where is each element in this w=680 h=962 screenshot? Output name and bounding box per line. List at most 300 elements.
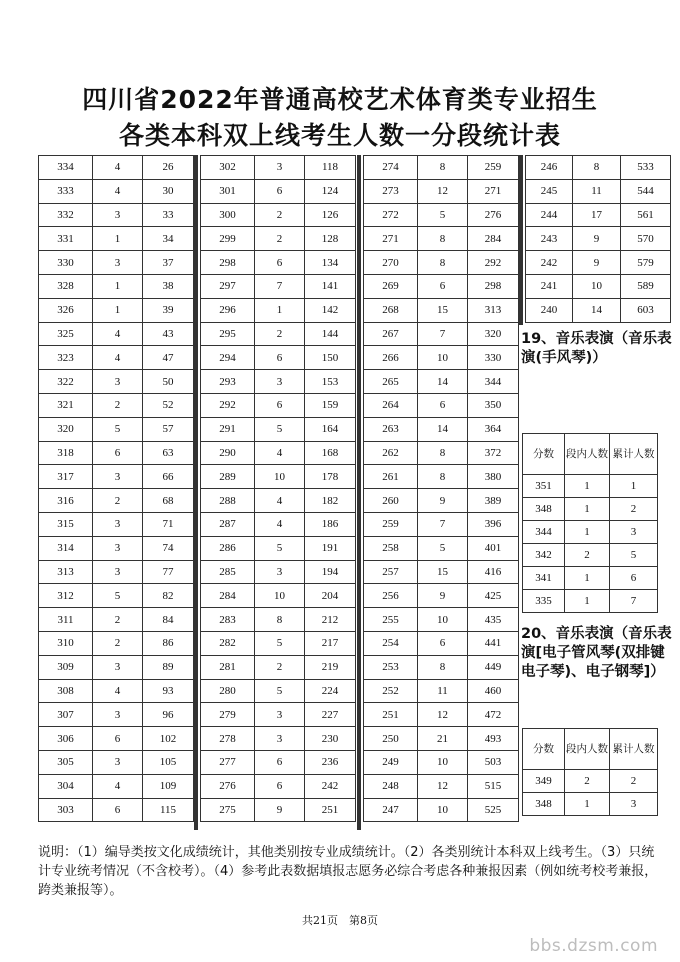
cumulative-count-cell: 105 xyxy=(143,750,194,774)
cumulative-count-cell: 63 xyxy=(143,441,194,465)
document-title-line1: 四川省2022年普通高校艺术体育类专业招生 xyxy=(82,85,598,114)
table-row xyxy=(523,498,658,521)
score-cell: 348 xyxy=(523,498,565,521)
table-row xyxy=(526,227,671,251)
score-cell: 294 xyxy=(201,346,255,370)
score-cell: 245 xyxy=(526,179,573,203)
cumulative-count-cell: 66 xyxy=(143,465,194,489)
segment-count-cell: 17 xyxy=(573,203,621,227)
cumulative-count-cell: 186 xyxy=(305,512,356,536)
score-cell: 280 xyxy=(201,679,255,703)
table-row xyxy=(201,179,356,203)
table-row xyxy=(39,679,194,703)
segment-count-cell: 6 xyxy=(418,631,468,655)
segment-count-cell: 10 xyxy=(573,274,621,298)
score-cell: 277 xyxy=(201,750,255,774)
score-cell: 250 xyxy=(364,727,418,751)
cumulative-count-cell: 449 xyxy=(468,655,519,679)
segment-count-cell: 6 xyxy=(418,274,468,298)
segment-count-cell: 6 xyxy=(255,750,305,774)
table-row xyxy=(39,703,194,727)
score-cell: 311 xyxy=(39,608,93,632)
segment-count-cell: 4 xyxy=(93,679,143,703)
segment-count-cell: 21 xyxy=(418,727,468,751)
segment-count-cell: 3 xyxy=(255,560,305,584)
cumulative-count-cell: 47 xyxy=(143,346,194,370)
segment-count-cell: 3 xyxy=(93,203,143,227)
cumulative-count-cell: 33 xyxy=(143,203,194,227)
table-row xyxy=(201,203,356,227)
segment-count-cell: 5 xyxy=(255,679,305,703)
score-cell: 260 xyxy=(364,489,418,513)
score-cell: 267 xyxy=(364,322,418,346)
table-row xyxy=(364,631,519,655)
cumulative-count-cell: 251 xyxy=(305,798,356,822)
cumulative-count-cell: 74 xyxy=(143,536,194,560)
column-separator xyxy=(357,155,361,830)
table-row xyxy=(39,298,194,322)
score-cell: 278 xyxy=(201,727,255,751)
score-cell: 323 xyxy=(39,346,93,370)
score-cell: 275 xyxy=(201,798,255,822)
score-cell: 270 xyxy=(364,251,418,275)
segment-count-cell: 9 xyxy=(418,584,468,608)
column-separator xyxy=(519,155,523,325)
table-row xyxy=(201,703,356,727)
score-cell: 259 xyxy=(364,512,418,536)
table-row xyxy=(39,227,194,251)
segment-count-cell: 5 xyxy=(255,417,305,441)
segment-count-cell: 15 xyxy=(418,560,468,584)
cumulative-count-cell: 86 xyxy=(143,631,194,655)
score-cell: 265 xyxy=(364,370,418,394)
segment-count-cell: 2 xyxy=(565,544,610,567)
cumulative-count-cell: 7 xyxy=(610,590,658,613)
cumulative-count-cell: 227 xyxy=(305,703,356,727)
score-table-column-3 xyxy=(363,155,519,822)
table-row xyxy=(39,727,194,751)
segment-count-cell: 5 xyxy=(255,536,305,560)
table-row xyxy=(201,608,356,632)
segment-count-cell: 5 xyxy=(418,203,468,227)
table-row xyxy=(39,322,194,346)
score-cell: 284 xyxy=(201,584,255,608)
cumulative-count-cell: 224 xyxy=(305,679,356,703)
cumulative-count-cell: 525 xyxy=(468,798,519,822)
segment-count-cell: 3 xyxy=(93,465,143,489)
cumulative-count-cell: 6 xyxy=(610,567,658,590)
score-cell: 268 xyxy=(364,298,418,322)
table-row xyxy=(364,655,519,679)
cumulative-count-cell: 144 xyxy=(305,322,356,346)
score-cell: 285 xyxy=(201,560,255,584)
table-row xyxy=(39,441,194,465)
score-cell: 320 xyxy=(39,417,93,441)
segment-count-cell: 6 xyxy=(255,251,305,275)
segment-count-cell: 9 xyxy=(573,251,621,275)
header-segment-count: 段内人数 xyxy=(565,434,610,475)
segment-count-cell: 9 xyxy=(418,489,468,513)
segment-count-cell: 12 xyxy=(418,774,468,798)
cumulative-count-cell: 26 xyxy=(143,156,194,180)
cumulative-count-cell: 84 xyxy=(143,608,194,632)
section-19-table xyxy=(522,433,658,613)
table-row xyxy=(39,251,194,275)
table-row xyxy=(523,544,658,567)
cumulative-count-cell: 533 xyxy=(621,156,671,180)
table-row xyxy=(201,298,356,322)
score-cell: 247 xyxy=(364,798,418,822)
segment-count-cell: 15 xyxy=(418,298,468,322)
segment-count-cell: 1 xyxy=(255,298,305,322)
cumulative-count-cell: 30 xyxy=(143,179,194,203)
score-cell: 328 xyxy=(39,274,93,298)
score-cell: 249 xyxy=(364,750,418,774)
score-cell: 244 xyxy=(526,203,573,227)
score-cell: 331 xyxy=(39,227,93,251)
segment-count-cell: 9 xyxy=(573,227,621,251)
cumulative-count-cell: 52 xyxy=(143,393,194,417)
table-row xyxy=(364,251,519,275)
score-cell: 254 xyxy=(364,631,418,655)
segment-count-cell: 3 xyxy=(255,370,305,394)
segment-count-cell: 10 xyxy=(418,750,468,774)
table-row xyxy=(201,370,356,394)
segment-count-cell: 8 xyxy=(418,251,468,275)
table-row xyxy=(39,489,194,513)
score-cell: 307 xyxy=(39,703,93,727)
segment-count-cell: 4 xyxy=(93,156,143,180)
table-row xyxy=(523,590,658,613)
segment-count-cell: 6 xyxy=(93,798,143,822)
table-row xyxy=(39,156,194,180)
cumulative-count-cell: 191 xyxy=(305,536,356,560)
score-cell: 264 xyxy=(364,393,418,417)
cumulative-count-cell: 2 xyxy=(610,498,658,521)
cumulative-count-cell: 503 xyxy=(468,750,519,774)
score-cell: 322 xyxy=(39,370,93,394)
score-cell: 257 xyxy=(364,560,418,584)
segment-count-cell: 2 xyxy=(93,631,143,655)
score-cell: 302 xyxy=(201,156,255,180)
table-row xyxy=(364,322,519,346)
table-row xyxy=(364,179,519,203)
segment-count-cell: 6 xyxy=(255,179,305,203)
table-row xyxy=(201,679,356,703)
segment-count-cell: 3 xyxy=(255,727,305,751)
score-cell: 298 xyxy=(201,251,255,275)
table-row xyxy=(201,489,356,513)
score-table-column-4 xyxy=(525,155,671,323)
table-row xyxy=(364,156,519,180)
score-cell: 243 xyxy=(526,227,573,251)
segment-count-cell: 4 xyxy=(255,489,305,513)
cumulative-count-cell: 364 xyxy=(468,417,519,441)
segment-count-cell: 1 xyxy=(565,475,610,498)
table-row xyxy=(39,370,194,394)
segment-count-cell: 1 xyxy=(565,521,610,544)
score-cell: 283 xyxy=(201,608,255,632)
cumulative-count-cell: 126 xyxy=(305,203,356,227)
table-row xyxy=(364,465,519,489)
cumulative-count-cell: 34 xyxy=(143,227,194,251)
cumulative-count-cell: 118 xyxy=(305,156,356,180)
segment-count-cell: 5 xyxy=(93,584,143,608)
score-cell: 287 xyxy=(201,512,255,536)
explanation-note: 说明：（1）编导类按文化成绩统计，其他类别按专业成绩统计。（2）各类别统计本科双上线考生。（3）只统计专业统考情况（不含校考）。（4）参考此表数据填报志愿务必综合考虑各种兼报因素（例如统考校考兼报，跨类兼报等）。 xyxy=(38,845,658,898)
segment-count-cell: 1 xyxy=(93,274,143,298)
cumulative-count-cell: 284 xyxy=(468,227,519,251)
score-cell: 341 xyxy=(523,567,565,590)
table-row xyxy=(526,298,671,322)
score-cell: 344 xyxy=(523,521,565,544)
score-cell: 253 xyxy=(364,655,418,679)
cumulative-count-cell: 204 xyxy=(305,584,356,608)
cumulative-count-cell: 150 xyxy=(305,346,356,370)
cumulative-count-cell: 82 xyxy=(143,584,194,608)
score-cell: 273 xyxy=(364,179,418,203)
score-cell: 262 xyxy=(364,441,418,465)
segment-count-cell: 8 xyxy=(418,441,468,465)
score-cell: 286 xyxy=(201,536,255,560)
segment-count-cell: 2 xyxy=(93,393,143,417)
table-row xyxy=(201,798,356,822)
table-row xyxy=(201,227,356,251)
table-row xyxy=(364,703,519,727)
cumulative-count-cell: 50 xyxy=(143,370,194,394)
cumulative-count-cell: 230 xyxy=(305,727,356,751)
cumulative-count-cell: 38 xyxy=(143,274,194,298)
segment-count-cell: 4 xyxy=(255,441,305,465)
segment-count-cell: 4 xyxy=(93,322,143,346)
segment-count-cell: 4 xyxy=(93,179,143,203)
table-row xyxy=(201,512,356,536)
cumulative-count-cell: 425 xyxy=(468,584,519,608)
score-cell: 282 xyxy=(201,631,255,655)
score-cell: 306 xyxy=(39,727,93,751)
segment-count-cell: 2 xyxy=(93,489,143,513)
segment-count-cell: 2 xyxy=(565,770,610,793)
table-row xyxy=(39,560,194,584)
cumulative-count-cell: 298 xyxy=(468,274,519,298)
cumulative-count-cell: 39 xyxy=(143,298,194,322)
score-cell: 342 xyxy=(523,544,565,567)
segment-count-cell: 3 xyxy=(93,536,143,560)
segment-count-cell: 3 xyxy=(93,560,143,584)
table-row xyxy=(201,750,356,774)
cumulative-count-cell: 5 xyxy=(610,544,658,567)
table-row xyxy=(364,203,519,227)
cumulative-count-cell: 603 xyxy=(621,298,671,322)
table-row xyxy=(201,322,356,346)
cumulative-count-cell: 3 xyxy=(610,521,658,544)
segment-count-cell: 10 xyxy=(418,346,468,370)
section-20-table xyxy=(522,728,658,816)
score-cell: 326 xyxy=(39,298,93,322)
cumulative-count-cell: 570 xyxy=(621,227,671,251)
segment-count-cell: 7 xyxy=(418,322,468,346)
score-cell: 279 xyxy=(201,703,255,727)
table-row xyxy=(201,441,356,465)
cumulative-count-cell: 416 xyxy=(468,560,519,584)
cumulative-count-cell: 320 xyxy=(468,322,519,346)
score-cell: 269 xyxy=(364,274,418,298)
table-row xyxy=(201,536,356,560)
score-cell: 288 xyxy=(201,489,255,513)
score-cell: 349 xyxy=(523,770,565,793)
cumulative-count-cell: 77 xyxy=(143,560,194,584)
cumulative-count-cell: 217 xyxy=(305,631,356,655)
segment-count-cell: 5 xyxy=(418,536,468,560)
score-cell: 316 xyxy=(39,489,93,513)
segment-count-cell: 1 xyxy=(93,227,143,251)
table-row xyxy=(201,274,356,298)
score-cell: 252 xyxy=(364,679,418,703)
score-cell: 321 xyxy=(39,393,93,417)
score-table-column-2 xyxy=(200,155,356,822)
score-cell: 255 xyxy=(364,608,418,632)
table-row xyxy=(523,521,658,544)
score-cell: 314 xyxy=(39,536,93,560)
segment-count-cell: 2 xyxy=(255,322,305,346)
cumulative-count-cell: 441 xyxy=(468,631,519,655)
cumulative-count-cell: 460 xyxy=(468,679,519,703)
table-row xyxy=(364,750,519,774)
score-cell: 330 xyxy=(39,251,93,275)
table-row xyxy=(201,584,356,608)
cumulative-count-cell: 43 xyxy=(143,322,194,346)
segment-count-cell: 6 xyxy=(93,441,143,465)
score-cell: 301 xyxy=(201,179,255,203)
segment-count-cell: 8 xyxy=(255,608,305,632)
score-cell: 281 xyxy=(201,655,255,679)
cumulative-count-cell: 89 xyxy=(143,655,194,679)
table-row xyxy=(523,567,658,590)
segment-count-cell: 6 xyxy=(255,774,305,798)
table-row xyxy=(364,298,519,322)
segment-count-cell: 10 xyxy=(255,465,305,489)
table-row xyxy=(39,393,194,417)
cumulative-count-cell: 1 xyxy=(610,475,658,498)
table-row xyxy=(526,203,671,227)
table-row xyxy=(201,774,356,798)
column-separator xyxy=(194,155,198,830)
table-row xyxy=(39,512,194,536)
table-row xyxy=(364,536,519,560)
cumulative-count-cell: 57 xyxy=(143,417,194,441)
segment-count-cell: 3 xyxy=(255,703,305,727)
segment-count-cell: 3 xyxy=(93,655,143,679)
segment-count-cell: 6 xyxy=(418,393,468,417)
segment-count-cell: 8 xyxy=(573,156,621,180)
table-row xyxy=(39,584,194,608)
segment-count-cell: 14 xyxy=(573,298,621,322)
segment-count-cell: 5 xyxy=(93,417,143,441)
segment-count-cell: 7 xyxy=(418,512,468,536)
table-row xyxy=(364,584,519,608)
score-cell: 305 xyxy=(39,750,93,774)
table-row xyxy=(201,727,356,751)
score-cell: 303 xyxy=(39,798,93,822)
segment-count-cell: 2 xyxy=(255,203,305,227)
score-cell: 263 xyxy=(364,417,418,441)
cumulative-count-cell: 128 xyxy=(305,227,356,251)
segment-count-cell: 1 xyxy=(565,498,610,521)
section-19-title: 19、音乐表演（音乐表演(手风琴)） xyxy=(521,331,672,366)
table-row xyxy=(39,417,194,441)
table-row xyxy=(364,393,519,417)
cumulative-count-cell: 68 xyxy=(143,489,194,513)
table-row xyxy=(39,750,194,774)
cumulative-count-cell: 109 xyxy=(143,774,194,798)
cumulative-count-cell: 389 xyxy=(468,489,519,513)
section-20-title: 20、音乐表演（音乐表演[电子管风琴(双排键电子琴)、电子钢琴]） xyxy=(521,626,672,680)
table-row xyxy=(201,631,356,655)
cumulative-count-cell: 515 xyxy=(468,774,519,798)
page-number: 共21页 第8页 xyxy=(302,914,378,927)
table-row xyxy=(526,179,671,203)
table-row xyxy=(201,251,356,275)
score-table-column-1 xyxy=(38,155,194,822)
cumulative-count-cell: 182 xyxy=(305,489,356,513)
score-cell: 272 xyxy=(364,203,418,227)
score-cell: 304 xyxy=(39,774,93,798)
header-segment-count: 段内人数 xyxy=(565,729,610,770)
segment-count-cell: 5 xyxy=(255,631,305,655)
score-cell: 251 xyxy=(364,703,418,727)
segment-count-cell: 8 xyxy=(418,655,468,679)
table-row xyxy=(39,179,194,203)
score-cell: 266 xyxy=(364,346,418,370)
table-row xyxy=(201,465,356,489)
cumulative-count-cell: 435 xyxy=(468,608,519,632)
cumulative-count-cell: 330 xyxy=(468,346,519,370)
score-cell: 318 xyxy=(39,441,93,465)
cumulative-count-cell: 493 xyxy=(468,727,519,751)
table-row xyxy=(526,156,671,180)
segment-count-cell: 1 xyxy=(93,298,143,322)
table-row xyxy=(39,274,194,298)
cumulative-count-cell: 212 xyxy=(305,608,356,632)
table-row xyxy=(364,560,519,584)
cumulative-count-cell: 71 xyxy=(143,512,194,536)
score-cell: 261 xyxy=(364,465,418,489)
segment-count-cell: 1 xyxy=(565,793,610,816)
cumulative-count-cell: 153 xyxy=(305,370,356,394)
cumulative-count-cell: 178 xyxy=(305,465,356,489)
table-row xyxy=(201,346,356,370)
segment-count-cell: 6 xyxy=(255,393,305,417)
segment-count-cell: 6 xyxy=(255,346,305,370)
score-cell: 248 xyxy=(364,774,418,798)
table-row xyxy=(364,798,519,822)
score-cell: 299 xyxy=(201,227,255,251)
table-row xyxy=(201,655,356,679)
score-cell: 308 xyxy=(39,679,93,703)
header-cumulative-count: 累计人数 xyxy=(610,434,658,475)
segment-count-cell: 8 xyxy=(418,156,468,180)
segment-count-cell: 10 xyxy=(418,798,468,822)
score-cell: 315 xyxy=(39,512,93,536)
segment-count-cell: 3 xyxy=(93,750,143,774)
score-cell: 246 xyxy=(526,156,573,180)
table-row xyxy=(364,608,519,632)
segment-count-cell: 8 xyxy=(418,465,468,489)
table-row xyxy=(364,274,519,298)
score-cell: 295 xyxy=(201,322,255,346)
cumulative-count-cell: 472 xyxy=(468,703,519,727)
score-cell: 309 xyxy=(39,655,93,679)
